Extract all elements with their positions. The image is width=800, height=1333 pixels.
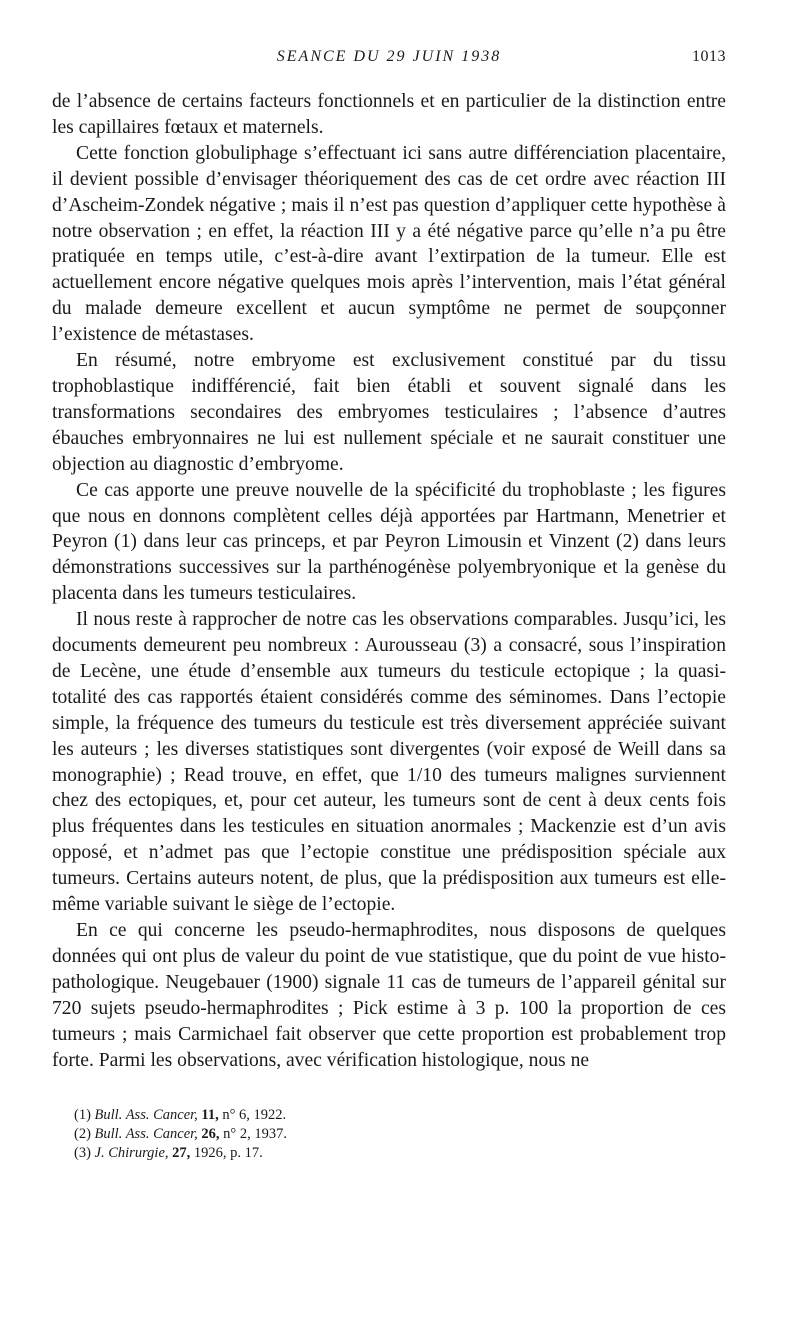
footnote-journal: J. Chirurgie, xyxy=(94,1145,169,1162)
footnote-number: (3) xyxy=(74,1145,91,1162)
footnote-number: (2) xyxy=(74,1126,91,1143)
running-header xyxy=(52,40,726,70)
paragraph: En résumé, notre embryome est exclusivement constitué par du tissu trophoblastique indifférencié, fait bien établi et souvent signalé dans les transformations secondaires des embryomes testiculaires ; l’absence d’autres ébauches embryonnaires ne lui est nullement spéciale et ne saurait constituer une objection au diagnostic d’embryome. xyxy=(52,350,726,475)
paragraph-continued: de l’absence de certains facteurs fonctionnels et en particulier de la distinction entre les capillaires fœtaux et maternels. xyxy=(52,91,726,138)
footnote-volume: 27, xyxy=(172,1145,191,1162)
footnote xyxy=(74,1144,726,1163)
footnote-journal: Bull. Ass. Cancer, xyxy=(94,1107,198,1124)
page-number: 1013 xyxy=(692,48,726,65)
paragraph: Il nous reste à rapprocher de notre cas les observations comparables. Jusqu’ici, les documents demeurent peu nombreux : Aurousseau (3) a consacré, sous l’inspiration de Lecène, une étude d’ensemble aux tumeurs du testicule ectopique ; la quasi-totalité des cas rapportés étaient considérés comme des séminomes. Dans l’ectopie simple, la fréquence des tumeurs du testicule est très diversement appréciée suivant les auteurs ; les diverses statistiques sont divergentes (voir exposé de Weill dans sa monographie) ; Read trouve, en effet, que 1/10 des tumeurs malignes surviennent chez des ectopiques, et, pour cet auteur, les tumeurs sont de cent à deux cents fois plus fréquentes dans les testicules en situation anormales ; Mackenzie est d’un avis opposé, et n’admet pas que l’ectopie constitue une prédisposition spéciale aux tumeurs. Certains auteurs notent, de plus, que la prédisposition aux tumeurs est elle-même variable suivant le siège de l’ectopie. xyxy=(52,609,726,916)
paragraph: En ce qui concerne les pseudo-hermaphrodites, nous disposons de quelques données qui ont plus de valeur du point de vue statistique, que du point de vue histo-pathologique. Neugebauer (1900) signale 11 cas de tumeurs de l’appareil génital sur 720 sujets pseudo-hermaphrodites ; Pick estime à 3 p. 100 la proportion de ces tumeurs ; mais Carmichael fait observer que cette proportion est probablement trop forte. Parmi les observations, avec vérification histologique, nous ne xyxy=(52,920,726,1071)
body-text xyxy=(52,89,726,1073)
footnote-detail: n° 6, 1922. xyxy=(222,1107,287,1124)
footnote-detail: n° 2, 1937. xyxy=(223,1126,287,1143)
footnote-volume: 26, xyxy=(201,1126,220,1143)
footnote xyxy=(74,1106,726,1125)
footnote-detail: 1926, p. 17. xyxy=(193,1145,263,1162)
footnote-volume: 11, xyxy=(201,1107,219,1124)
document-page xyxy=(52,40,726,1163)
running-title: SEANCE DU 29 JUIN 1938 xyxy=(276,48,502,65)
footnote-number: (1) xyxy=(74,1107,91,1124)
paragraph: Ce cas apporte une preuve nouvelle de la spécificité du trophoblaste ; les figures que nous en donnons complètent celles déjà apportées par Hartmann, Menetrier et Peyron (1) dans leur cas princeps, et par Peyron Limousin et Vinzent (2) dans leurs démonstrations successives sur la parthénogénèse polyembryonique et la genèse du placenta dans les tumeurs testiculaires. xyxy=(52,479,726,605)
paragraph: Cette fonction globuliphage s’effectuant ici sans autre différenciation placentaire, il devient possible d’envisager théoriquement des cas de cet ordre avec réaction III d’Ascheim-Zondek négative ; mais il n’est pas question d’appliquer cette hypothèse à notre observation ; en effet, la réaction III y a été négative parce qu’elle n’a pu être pratiquée en temps utile, c’est-à-dire avant l’extirpation de la tumeur. Elle est actuellement encore négative quelques mois après l’intervention, mais l’état général du malade demeure excellent et aucun symptôme ne permet de soupçonner l’existence de métastases. xyxy=(52,142,726,346)
footnotes xyxy=(52,1106,726,1163)
footnote-journal: Bull. Ass. Cancer, xyxy=(94,1126,198,1143)
footnote xyxy=(74,1125,726,1144)
